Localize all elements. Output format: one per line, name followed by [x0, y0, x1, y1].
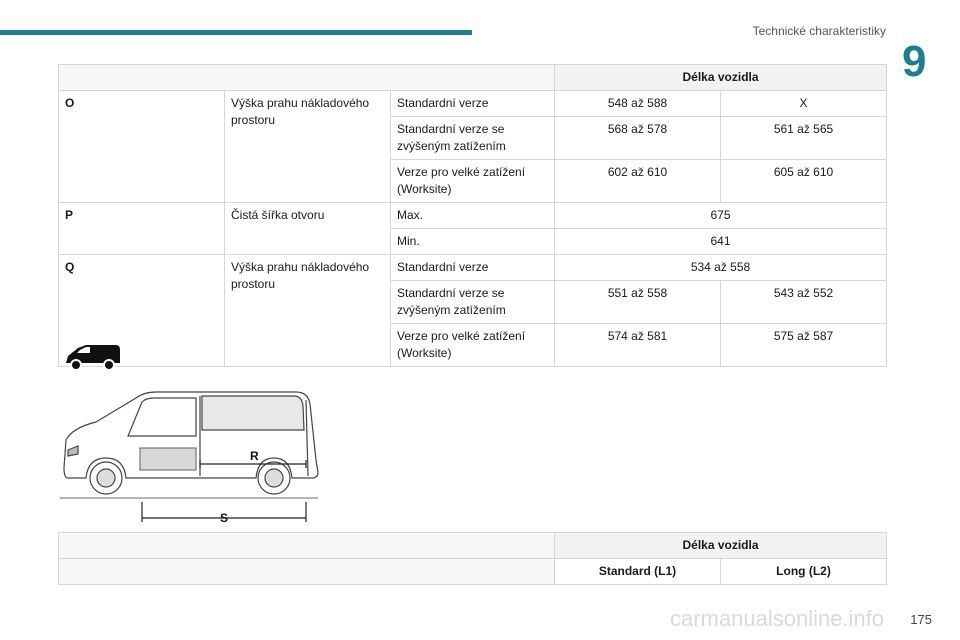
chapter-number: 9	[902, 37, 927, 86]
header-spacer	[59, 533, 555, 559]
page-number: 175	[910, 612, 932, 627]
header-accent-bar	[0, 30, 472, 35]
van-side-diagram	[56, 380, 326, 525]
table-row	[59, 203, 887, 229]
value-cell: 561 až 565	[721, 117, 887, 160]
variant-cell: Standardní verze	[391, 91, 555, 117]
variant-cell: Standardní verze	[391, 255, 555, 281]
column-header-long: Long (L2)	[721, 559, 887, 585]
row-label-p: P	[59, 203, 225, 255]
row-description: Výška prahu nákladového prostoru	[225, 255, 391, 367]
value-cell: 675	[555, 203, 887, 229]
table-header-row	[59, 533, 887, 559]
value-cell: 641	[555, 229, 887, 255]
value-cell: 551 až 558	[555, 281, 721, 324]
variant-cell: Max.	[391, 203, 555, 229]
value-cell: 534 až 558	[555, 255, 887, 281]
label-s: S	[220, 511, 229, 525]
value-cell: 575 až 587	[721, 324, 887, 367]
length-table	[58, 532, 887, 585]
variant-cell: Verze pro velké zatížení (Worksite)	[391, 324, 555, 367]
value-cell: 602 až 610	[555, 160, 721, 203]
variant-cell: Standardní verze se zvýšeným zatížením	[391, 117, 555, 160]
variant-cell: Min.	[391, 229, 555, 255]
value-cell: 605 až 610	[721, 160, 887, 203]
value-cell: X	[721, 91, 887, 117]
chapter-title: Technické charakteristiky	[752, 24, 886, 38]
label-r: R	[250, 449, 259, 463]
value-cell: 543 až 552	[721, 281, 887, 324]
column-header-vehicle-length: Délka vozidla	[555, 65, 887, 91]
table-header-row	[59, 559, 887, 585]
value-cell: 548 až 588	[555, 91, 721, 117]
table-row	[59, 255, 887, 281]
header-spacer	[59, 559, 555, 585]
column-header-vehicle-length: Délka vozidla	[555, 533, 887, 559]
dimensions-table	[58, 64, 887, 367]
van-side-icon	[64, 342, 122, 372]
table-header-row	[59, 65, 887, 91]
header-spacer	[59, 65, 555, 91]
value-cell: 568 až 578	[555, 117, 721, 160]
row-description: Výška prahu nákladového prostoru	[225, 91, 391, 203]
variant-cell: Standardní verze se zvýšeným zatížením	[391, 281, 555, 324]
watermark: carmanualsonline.info	[670, 606, 885, 631]
value-cell: 574 až 581	[555, 324, 721, 367]
row-description: Čistá šířka otvoru	[225, 203, 391, 255]
row-label-o: O	[59, 91, 225, 203]
variant-cell: Verze pro velké zatížení (Worksite)	[391, 160, 555, 203]
table-row	[59, 91, 887, 117]
column-header-standard: Standard (L1)	[555, 559, 721, 585]
row-label-q: Q	[59, 255, 225, 367]
